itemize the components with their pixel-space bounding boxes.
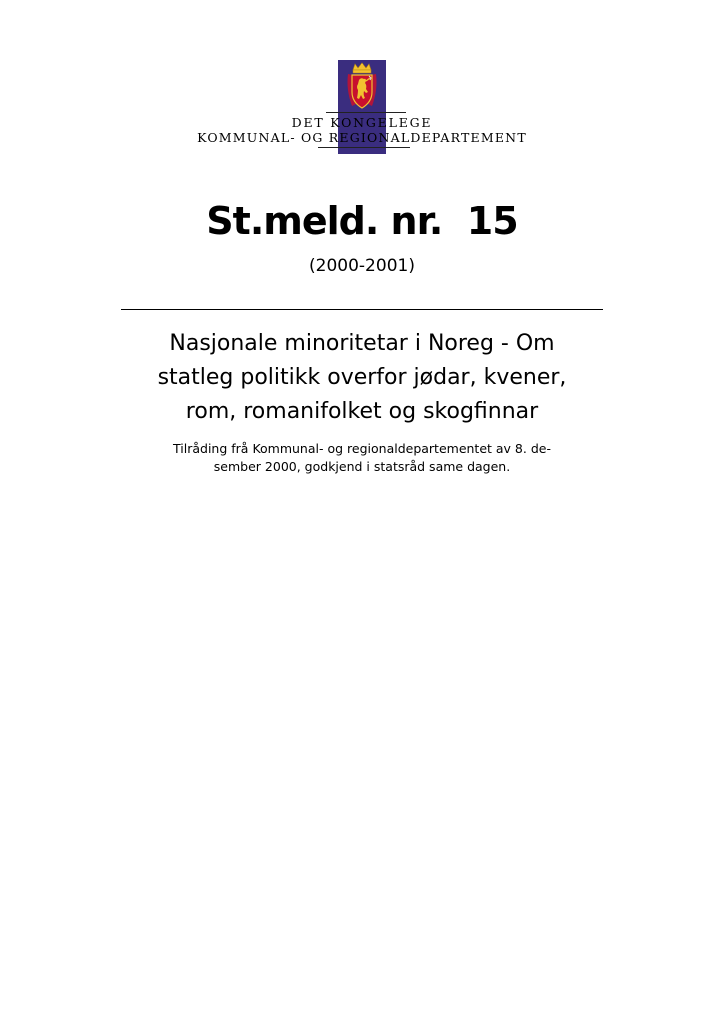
document-session: (2000-2001) — [309, 256, 415, 276]
document-subtitle-line: sember 2000, godkjend i statsråd same dagen. — [213, 459, 511, 474]
title-divider — [121, 309, 603, 310]
department-rule-bottom — [318, 147, 410, 148]
department-rule-top — [326, 112, 406, 113]
document-title — [140, 327, 584, 429]
document-number: St.meld. nr. 15 — [206, 199, 518, 243]
document-title-line: rom, romanifolket og skogfinnar — [185, 399, 539, 424]
document-subtitle-line: Tilråding frå Kommunal- og regionaldepartementet av 8. de- — [173, 441, 551, 456]
coat-of-arms-icon — [344, 62, 380, 110]
department-name-line2: KOMMUNAL- OG REGIONALDEPARTEMENT — [197, 130, 527, 145]
document-subtitle — [140, 440, 584, 476]
document-title-line: Nasjonale minoritetar i Noreg - Om — [169, 331, 555, 356]
department-name-line1: DET KONGELEGE — [291, 115, 433, 130]
document-title-line: statleg politikk overfor jødar, kvener, — [157, 365, 567, 390]
